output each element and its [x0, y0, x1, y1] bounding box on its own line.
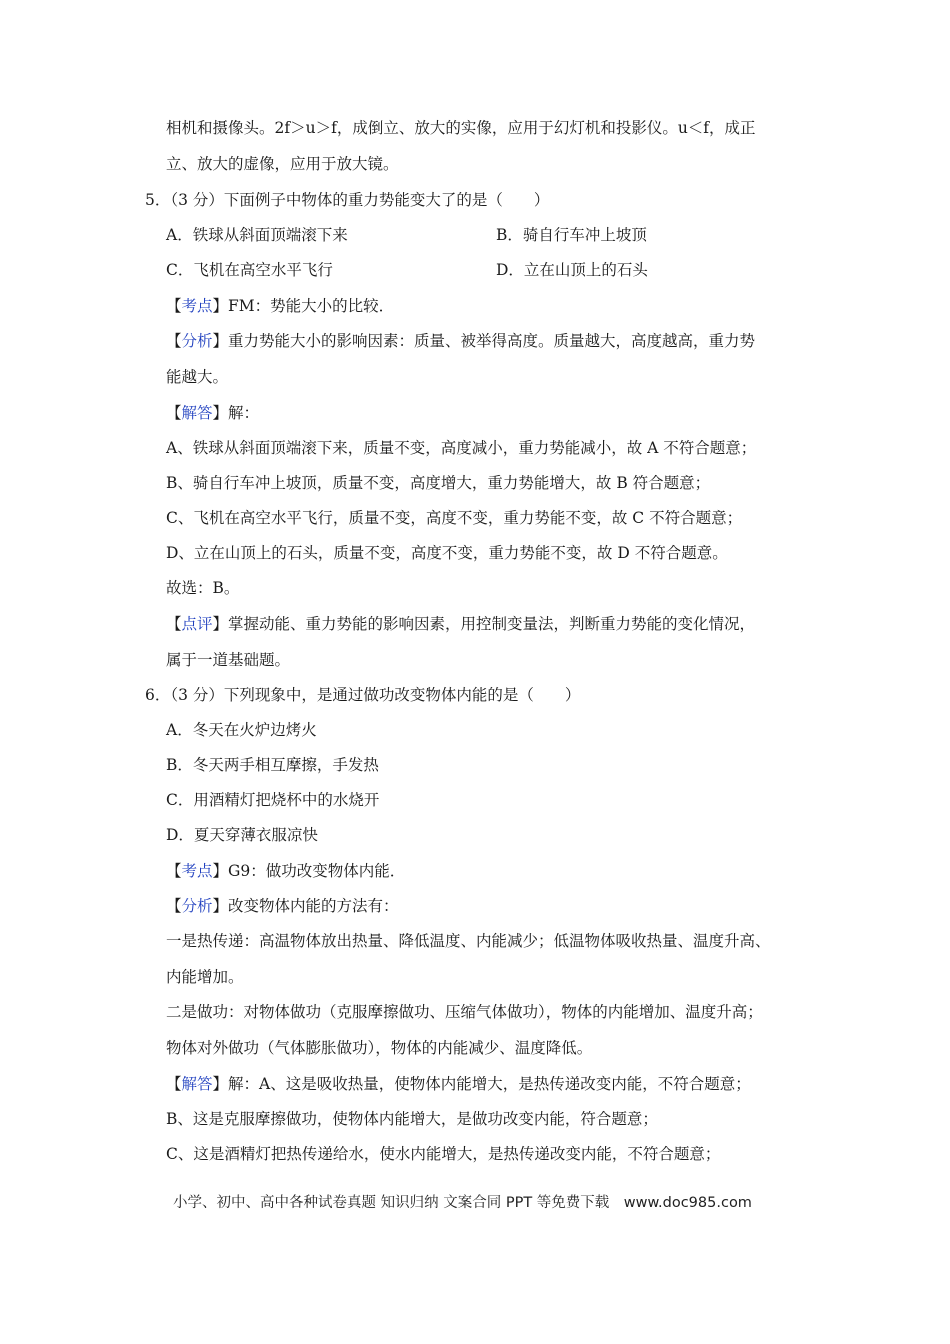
- kaodian-tag: 考点: [181, 862, 213, 880]
- q6-fenxi-line-2: 内能增加。: [166, 968, 244, 986]
- q6-fenxi-line-3: 二是做功：对物体做功（克服摩擦做功、压缩气体做功），物体的内能增加、温度升高；: [166, 1003, 763, 1021]
- q5-dianping-line-2: 属于一道基础题。: [166, 651, 291, 669]
- q6-stem: 6．（3 分）下列现象中，是通过做功改变物体内能的是（ ）: [145, 686, 581, 704]
- q6-fenxi-line-1: 一是热传递：高温物体放出热量、降低温度、内能减少；低温物体吸收热量、温度升高、: [166, 932, 771, 950]
- q5-kaodian: 【考点】FM：势能大小的比较．: [166, 297, 395, 315]
- q6-jieda-line-b: B、这是克服摩擦做功，使物体内能增大，是做功改变内能，符合题意；: [166, 1110, 658, 1128]
- fenxi-tag: 分析: [181, 897, 213, 915]
- kaodian-tag: 考点: [181, 297, 213, 315]
- q6-jieda-line-c: C、这是酒精灯把热传递给水，使水内能增大，是热传递改变内能，不符合题意；: [166, 1145, 721, 1163]
- q6-kaodian-text: G9：做功改变物体内能．: [228, 862, 406, 880]
- q6-fenxi: 【分析】改变物体内能的方法有：: [166, 897, 399, 915]
- q5-kaodian-text: FM：势能大小的比较．: [228, 297, 395, 315]
- q5-jieda-line-d: D、立在山顶上的石头，质量不变，高度不变，重力势能不变，故 D 不符合题意。: [166, 544, 728, 562]
- q5-dianping: 【点评】掌握动能、重力势能的影响因素，用控制变量法，判断重力势能的变化情况，: [166, 615, 756, 633]
- q5-stem: 5．（3 分）下面例子中物体的重力势能变大了的是（ ）: [145, 191, 550, 209]
- jieda-tag: 解答: [181, 1075, 213, 1093]
- q5-fenxi-text: 重力势能大小的影响因素：质量、被举得高度。质量越大，高度越高，重力势: [228, 332, 756, 350]
- q5-option-a: A．铁球从斜面顶端滚下来: [166, 226, 348, 244]
- q5-option-b: B．骑自行车冲上坡顶: [496, 226, 647, 244]
- q6-option-c: C．用酒精灯把烧杯中的水烧开: [166, 791, 380, 809]
- q5-fenxi-line-2: 能越大。: [166, 368, 229, 386]
- q5-jieda-line-c: C、飞机在高空水平飞行，质量不变，高度不变，重力势能不变，故 C 不符合题意；: [166, 509, 743, 527]
- q5-jieda-head: 解：: [228, 404, 260, 422]
- q6-kaodian: 【考点】G9：做功改变物体内能．: [166, 862, 406, 880]
- dianping-tag: 点评: [181, 615, 213, 633]
- fenxi-tag: 分析: [181, 332, 213, 350]
- q5-answer: 故选：B。: [166, 579, 240, 597]
- q6-jieda: 【解答】解：A、这是吸收热量，使物体内能增大，是热传递改变内能，不符合题意；: [166, 1075, 751, 1093]
- q6-option-d: D．夏天穿薄衣服凉快: [166, 826, 318, 844]
- q6-fenxi-line-4: 物体对外做功（气体膨胀做功），物体的内能减少、温度降低。: [166, 1039, 593, 1057]
- q6-fenxi-text: 改变物体内能的方法有：: [228, 897, 399, 915]
- q5-jieda-line-b: B、骑自行车冲上坡顶，质量不变，高度增大，重力势能增大，故 B 符合题意；: [166, 474, 711, 492]
- intro-line-1: 相机和摄像头。2f＞u＞f，成倒立、放大的实像，应用于幻灯机和投影仪。u＜f，成正: [166, 119, 756, 137]
- page-footer: 小学、初中、高中各种试卷真题 知识归纳 文案合同 PPT 等免费下载 www.doc985.com: [173, 1195, 752, 1211]
- q6-jieda-head: 解：A、这是吸收热量，使物体内能增大，是热传递改变内能，不符合题意；: [228, 1075, 751, 1093]
- q5-jieda-line-a: A、铁球从斜面顶端滚下来，质量不变，高度减小，重力势能减小，故 A 不符合题意；: [166, 439, 757, 457]
- q5-jieda: 【解答】解：: [166, 404, 260, 422]
- q5-option-d: D．立在山顶上的石头: [496, 261, 648, 279]
- jieda-tag: 解答: [181, 404, 213, 422]
- q5-dianping-text: 掌握动能、重力势能的影响因素，用控制变量法，判断重力势能的变化情况，: [228, 615, 756, 633]
- q5-option-c: C．飞机在高空水平飞行: [166, 261, 333, 279]
- q6-option-a: A．冬天在火炉边烤火: [166, 721, 317, 739]
- q5-fenxi: 【分析】重力势能大小的影响因素：质量、被举得高度。质量越大，高度越高，重力势: [166, 332, 756, 350]
- intro-line-2: 立、放大的虚像，应用于放大镜。: [166, 155, 399, 173]
- q6-option-b: B．冬天两手相互摩擦，手发热: [166, 756, 379, 774]
